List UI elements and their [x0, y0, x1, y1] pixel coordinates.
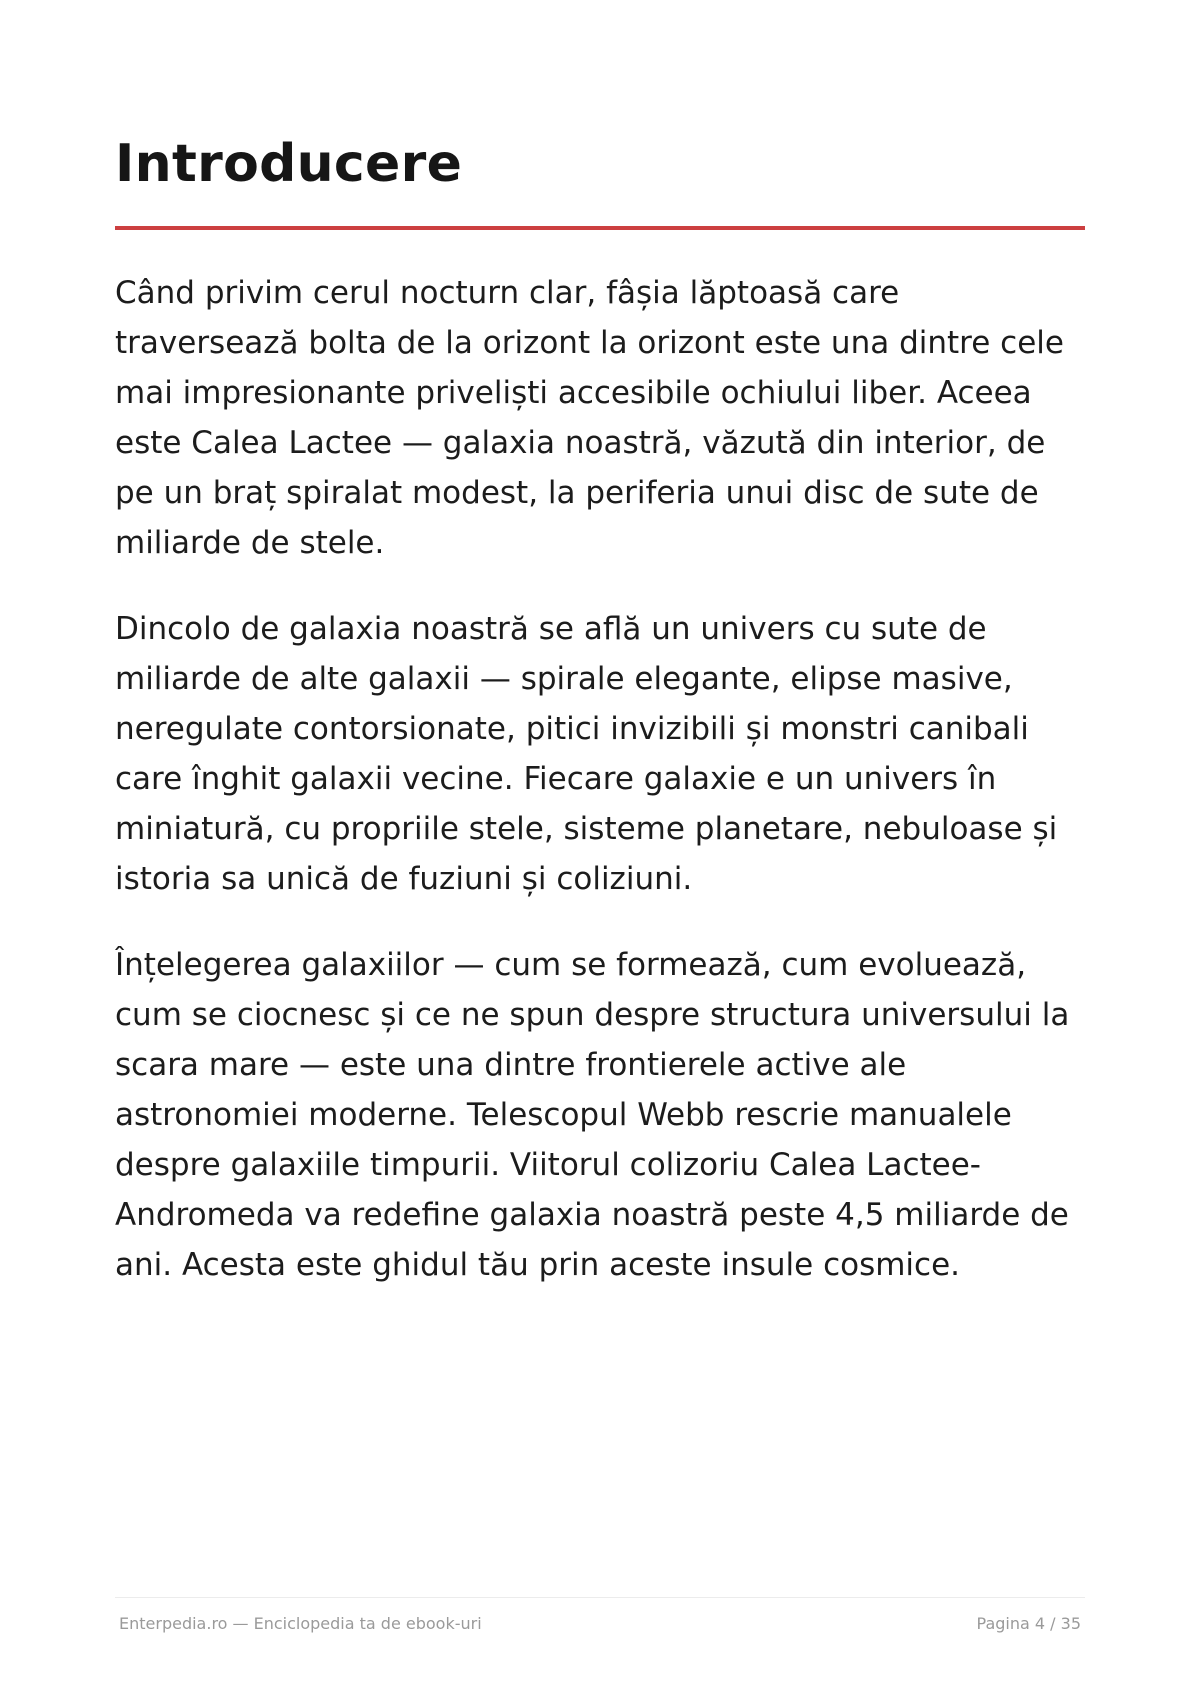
title-divider [115, 226, 1085, 230]
document-page [115, 0, 1085, 1683]
footer-divider [115, 1597, 1085, 1598]
paragraph: Înțelegerea galaxiilor — cum se formează, cum evoluează, cum se ciocnesc și ce ne spun despre structura universului la scara mare — este una dintre frontierele active ale astronomiei moderne. Telescopul Webb rescrie manualele despre galaxiile timpurii. Viitorul colizoriu Calea Lactee-Andromeda va redefine galaxia noastră peste 4,5 miliarde de ani. Acesta este ghidul tău prin aceste insule cosmice. [115, 947, 1070, 1283]
page-title: Introducere [115, 134, 463, 194]
page-number: Pagina 4 / 35 [976, 1614, 1081, 1633]
paragraph: Dincolo de galaxia noastră se află un univers cu sute de miliarde de alte galaxii — spirale elegante, elipse masive, neregulate contorsionate, pitici invizibili și monstri canibali care înghit galaxii vecine. Fiecare galaxie e un univers în miniatură, cu propriile stele, sisteme planetare, nebuloase și istoria sa unică de fuziuni și coliziuni. [115, 611, 1058, 897]
body-text [115, 268, 1090, 1326]
footer-source: Enterpedia.ro — Enciclopedia ta de ebook-uri [119, 1614, 482, 1633]
paragraph: Când privim cerul nocturn clar, fâșia lăptoasă care traversează bolta de la orizont la orizont este una dintre cele mai impresionante priveliști accesibile ochiului liber. Aceea este Calea Lactee — galaxia noastră, văzută din interior, de pe un braț spiralat modest, la periferia unui disc de sute de miliarde de stele. [115, 275, 1064, 561]
